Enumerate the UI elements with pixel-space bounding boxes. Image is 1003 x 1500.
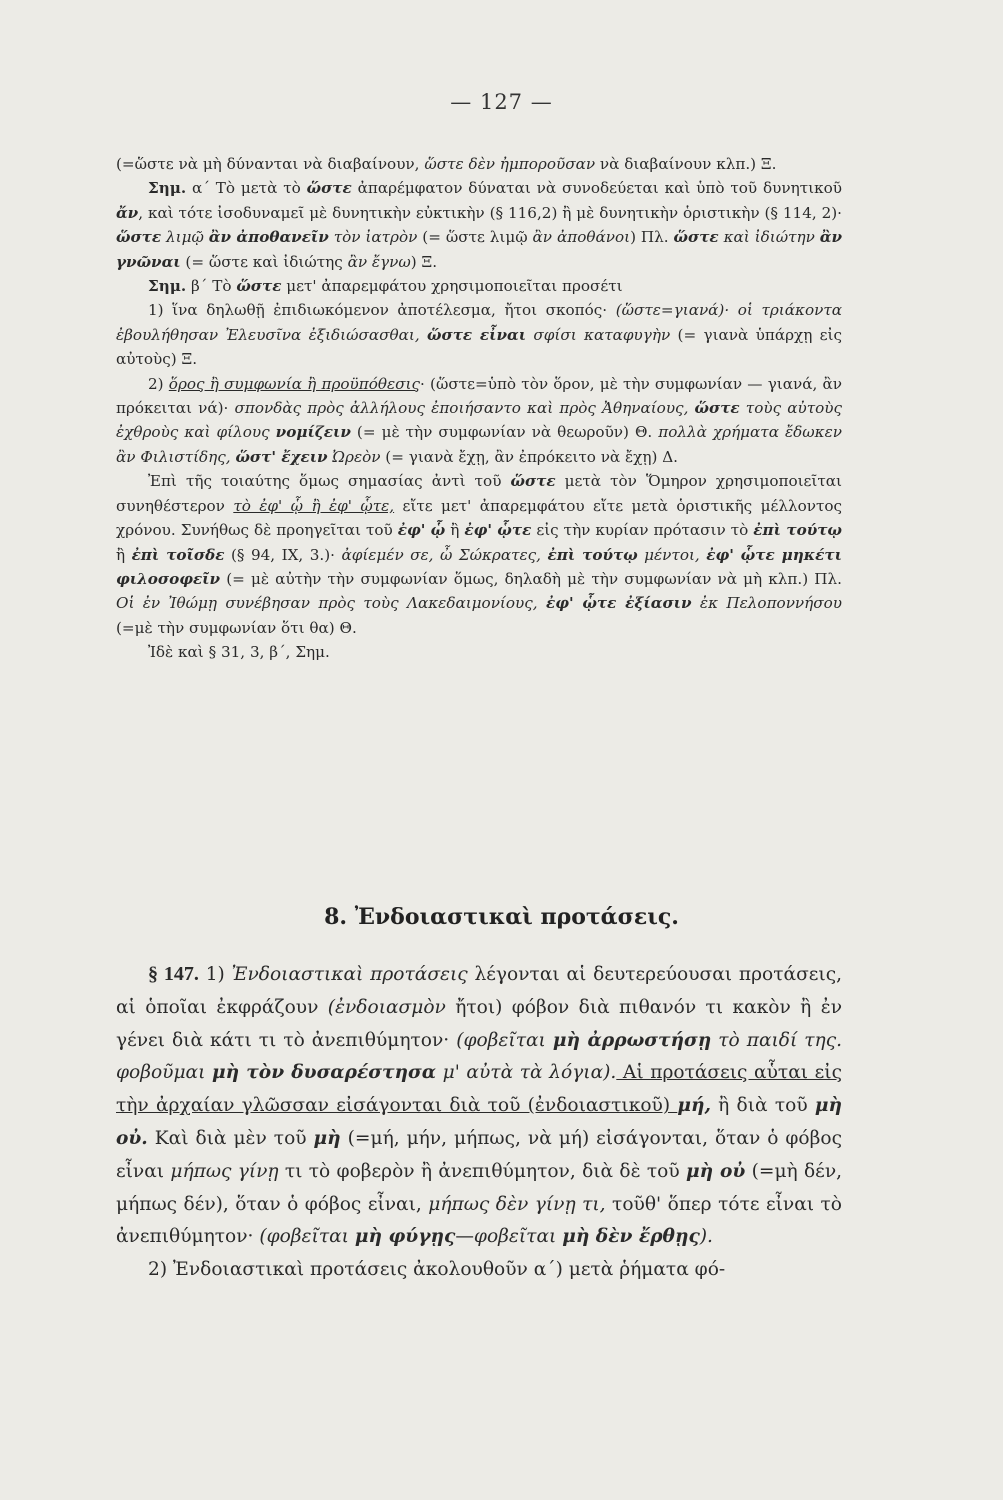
bold-italic-span: ἂν ἀποθανεῖν (208, 228, 329, 247)
text-span: · (ὥστε=ὑπὸ τὸν ὅρον, μὲ τὴν συμφωνίαν — γιανά, ἂν πρόκειται νά)· (116, 374, 842, 418)
text-span: (= γιανὰ ὑπάρχῃ εἰς αὐτοὺς) Ξ. (116, 325, 842, 369)
italic-span: σφίσι καταφυγὴν (526, 325, 671, 344)
italic-span: μέντοι, (637, 545, 707, 564)
text-span: Καὶ διὰ μὲν τοῦ (147, 1127, 314, 1149)
text-span: (=ὥστε νὰ μὴ δύνανται νὰ διαβαίνουν, (116, 155, 425, 173)
bold-italic-span: ἐφ' ᾧτε ἐξίασιν (545, 594, 692, 613)
italic-span: Ἐνδοιαστικαὶ προτάσεις (231, 964, 468, 985)
section-147-paragraph-1 (116, 958, 842, 1254)
bold-italic-span: μή, (677, 1095, 711, 1117)
paragraph-eph-ho (116, 469, 842, 640)
text-span: μετὰ τὸν Ὅμηρον χρησιμοποιεῖται συνηθέστερον (116, 472, 842, 515)
text-span: , καὶ τότε ἰσοδυναμεῖ μὲ δυνητικὴν εὐκτικὴν (§ 116,2) ἢ μὲ δυνητικὴν ὁριστικὴν (§ 114, 2)· (138, 203, 842, 222)
text-span: Ἐπὶ τῆς τοιαύτης ὅμως σημασίας ἀντὶ τοῦ (148, 472, 511, 491)
section-number: § 147. (148, 963, 199, 985)
text-span: νὰ διαβαίνουν κλπ.) Ξ. (595, 155, 777, 173)
italic-span: ὥστε δὲν ἠμποροῦσαν (424, 155, 596, 173)
bold-italic-span: ἐφ' ᾧ (397, 521, 446, 540)
text-span: (=μὴ δέν, μήπως δέν), ὅταν ὁ φόβος εἶναι, (116, 1160, 843, 1215)
text-span: (§ 94, IX, 3.)· (224, 545, 342, 564)
text-span: ἢ (116, 545, 132, 564)
text-span: τοῦθ' ὅπερ τότε εἶναι τὸ ἀνεπιθύμητον· (116, 1193, 843, 1248)
italic-span: (φοβεῖται (259, 1226, 355, 1248)
italic-span: πολλὰ χρήματα ἔδωκεν ἂν Φιλιστίδης, (116, 423, 842, 466)
bold-italic-span: μὴ οὐ (686, 1160, 746, 1182)
bold-italic-span: μὴ (313, 1127, 341, 1149)
text-span: (= μὲ αὐτὴν τὴν συμφωνίαν ὅμως, δηλαδὴ μὲ τὴν συμφωνίαν νὰ μὴ κλπ.) Πλ. (220, 569, 842, 588)
text-span: ) Πλ. (630, 228, 674, 247)
text-span: εἴτε μετ' ἀπαρεμφάτου εἴτε μετὰ ὁριστικῆς μέλλοντος χρόνου. Συνήθως δὲ προηγεῖται τοῦ (116, 496, 843, 540)
text-span: ἢ (445, 521, 465, 540)
bold-italic-span: ὥστε (673, 228, 719, 247)
bold-italic-span: μὴ δὲν ἔρθῃς (562, 1226, 700, 1248)
italic-span: τὸ παιδί της. φοβοῦμαι (116, 1029, 843, 1084)
italic-span: (ὥστε=γιανά)· οἱ τριάκοντα ἐβουλήθησαν Ἐλευσῖνα ἐξιδιώσασθαι, (116, 301, 842, 344)
text-span: τι τὸ φοβερὸν ἢ ἀνεπιθύμητον, διὰ δὲ τοῦ (278, 1160, 686, 1182)
italic-span: ἀφίεμέν σε, ὦ Σώκρατες, (341, 545, 548, 564)
bold-italic-span: νομίζειν (275, 423, 351, 442)
note-label: Σημ. (148, 277, 187, 296)
bold-italic-span: ἐπὶ τοῖσδε (131, 545, 225, 564)
note-beta (116, 274, 842, 298)
note-item-1 (116, 298, 842, 371)
page-number: — 127 — (450, 90, 553, 114)
text-span: (=μὲ τὴν συμφωνίαν ὅτι θα) Θ. (116, 618, 357, 637)
underlined-italic-span: ὅρος ἢ συμφωνία ἢ προϋπόθεσις (168, 374, 421, 393)
text-span: (=μή, μήν, μήπως, νὰ μή) εἰσάγονται, ὅταν ὁ φόβος εἶναι (116, 1127, 842, 1182)
text-span: ) Ξ. (410, 252, 438, 271)
text-span: ἢ διὰ τοῦ (710, 1095, 815, 1117)
italic-span: σπονδὰς πρὸς ἀλλήλους ἐποιήσαντο καὶ πρὸς Ἀθηναίους, (234, 399, 695, 418)
italic-span: μ' αὐτὰ τὰ λόγια). (436, 1062, 617, 1084)
italic-span: λιμῷ (161, 228, 209, 247)
bold-italic-span: ἄν (116, 203, 139, 222)
bold-italic-span: μὴ ἀρρωστήσῃ (552, 1029, 712, 1051)
text-span: (= μὲ τὴν συμφωνίαν νὰ θεωροῦν) Θ. (350, 423, 659, 442)
italic-span: μήπως γίνῃ (170, 1160, 279, 1182)
italic-span: ). (699, 1226, 713, 1248)
text-span: μετ' ἀπαρεμφάτου χρησιμοποιεῖται προσέτι (281, 277, 623, 296)
bold-italic-span: ὥστε (694, 399, 740, 418)
cross-reference: Ἰδὲ καὶ § 31, 3, β΄, Σημ. (148, 643, 330, 662)
text-span: 1) ἵνα δηλωθῇ ἐπιδιωκόμενον ἀποτέλεσμα, ἤτοι σκοπός· (148, 301, 616, 320)
note-item-2 (116, 372, 842, 470)
italic-span: φοβεῖται (473, 1226, 563, 1248)
bold-italic-span: ἐφ' ᾧτε (464, 521, 532, 540)
section-heading: 8. Ἐνδοιαστικαὶ προτάσεις. (324, 904, 679, 930)
text-span: εἰς τὴν κυρίαν πρότασιν τὸ (531, 521, 754, 540)
bold-italic-span: μὴ τὸν δυσαρέστησα (212, 1062, 437, 1084)
italic-span: (φοβεῖται (456, 1029, 553, 1051)
section-147-paragraph-2: 2) Ἐνδοιαστικαὶ προτάσεις ἀκολουθοῦν α΄) μετὰ ῥήματα φό- (148, 1259, 726, 1281)
text-span: — (455, 1226, 474, 1248)
bold-italic-span: ἐφ' ᾧτε μηκέτι φιλοσοφεῖν (116, 545, 842, 588)
text-span: ἀπαρέμφατον δύναται νὰ συνοδεύεται καὶ ὑπὸ τοῦ δυνητικοῦ (351, 179, 842, 198)
underlined-italic-span: τὸ ἐφ' ᾧ ἢ ἐφ' ᾧτε, (233, 496, 395, 515)
text-span: 1) (198, 964, 232, 985)
notes-block (116, 152, 842, 665)
italic-span: τὸν ἰατρὸν (328, 228, 418, 247)
bold-italic-span: ἂν γνῶναι (116, 228, 843, 271)
text-span: (= γιανὰ ἔχῃ, ἂν ἐπρόκειτο νὰ ἔχῃ) Δ. (380, 447, 679, 466)
bold-italic-span: ὥστε (306, 179, 352, 198)
text-span: (= ὥστε καὶ ἰδιώτης (180, 252, 348, 271)
italic-span: ἂν ἔγνω (347, 252, 411, 271)
italic-span: ἂν ἀποθάνοι (532, 228, 631, 247)
paragraph-continuation (116, 152, 842, 176)
bold-italic-span: ὥστε (236, 277, 282, 296)
italic-span: Οἱ ἐν Ἰθώμῃ συνέβησαν πρὸς τοὺς Λακεδαιμονίους, (116, 594, 546, 613)
bold-italic-span: ὥστε εἶναι (427, 325, 527, 344)
bold-italic-span: μὴ φύγῃς (354, 1226, 456, 1248)
note-alpha (116, 176, 842, 274)
italic-span: καὶ ἰδιώτην (718, 228, 820, 247)
italic-span: (ἐνδοιασμὸν (327, 996, 446, 1018)
underlined-span: Αἱ προτάσεις αὗται εἰς τὴν ἀρχαίαν γλῶσσαν εἰσάγονται διὰ τοῦ (ἐνδοιαστικοῦ) (116, 1062, 842, 1117)
text-span: α΄ Τὸ μετὰ τὸ (186, 179, 307, 198)
text-span: (= ὥστε λιμῷ (417, 228, 533, 247)
note-label: Σημ. (148, 179, 187, 198)
bold-italic-span: ἐπὶ τούτῳ (547, 545, 638, 564)
bold-italic-span: ὥστ' ἔχειν (235, 447, 328, 466)
text-span: β΄ Τὸ (186, 277, 237, 296)
bold-italic-span: μὴ οὐ. (116, 1095, 842, 1149)
italic-span: ἐκ Πελοποννήσου (691, 594, 842, 613)
italic-span: τοὺς αὐτοὺς ἐχθροὺς καὶ φίλους (116, 399, 842, 442)
text-span: ἤτοι) φόβον διὰ πιθανόν τι κακὸν ἢ ἐν γένει διὰ κάτι τι τὸ ἀνεπιθύμητον· (116, 996, 842, 1051)
text-span: 2) (148, 374, 169, 393)
bold-italic-span: ἐπὶ τούτῳ (753, 521, 842, 540)
italic-span: Ὠρεὸν (327, 447, 381, 466)
text-span: λέγονται αἱ δευτερεύουσαι προτάσεις, αἱ ὁποῖαι ἐκφράζουν (116, 964, 843, 1018)
italic-span: μήπως δὲν γίνῃ τι, (428, 1193, 606, 1215)
bold-italic-span: ὥστε (510, 472, 556, 491)
section-147-block (116, 958, 842, 1287)
bold-italic-span: ὥστε (116, 228, 162, 247)
